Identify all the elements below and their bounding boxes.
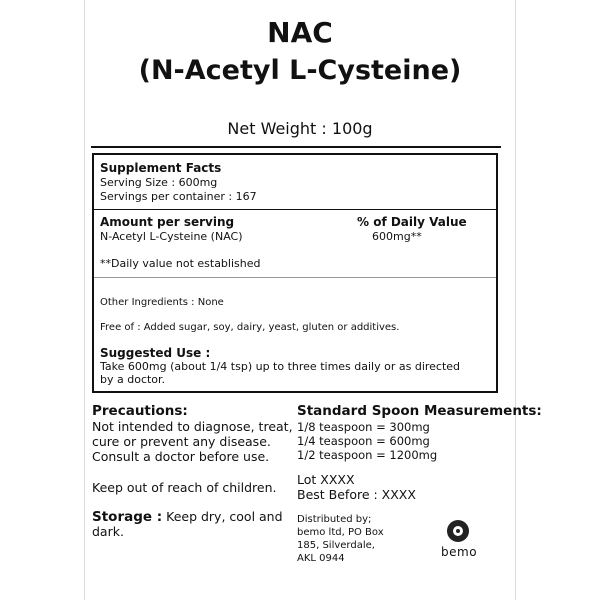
daily-value-header: % of Daily Value bbox=[357, 215, 467, 229]
spoon-measurements-title: Standard Spoon Measurements: bbox=[297, 403, 542, 419]
distributor-line: AKL 0944 bbox=[297, 553, 345, 564]
distributor-line: 185, Silverdale, bbox=[297, 540, 375, 551]
product-full-name: (N-Acetyl L-Cysteine) bbox=[138, 55, 462, 86]
precautions-line: Keep out of reach of children. bbox=[92, 480, 277, 495]
suggested-use-title: Suggested Use : bbox=[100, 346, 211, 360]
free-of-statement: Free of : Added sugar, soy, dairy, yeast, gluten or additives. bbox=[100, 322, 400, 333]
storage-title: Storage : bbox=[92, 509, 163, 525]
serving-size: Serving Size : 600mg bbox=[100, 176, 218, 189]
precautions-line: Consult a doctor before use. bbox=[92, 449, 270, 464]
spoon-measurement-row: 1/8 teaspoon = 300mg bbox=[297, 420, 430, 434]
ingredient-amount: 600mg** bbox=[372, 230, 422, 243]
facts-title: Supplement Facts bbox=[100, 161, 222, 175]
servings-per-container: Servings per container : 167 bbox=[100, 190, 257, 203]
brand-wordmark: bemo bbox=[441, 545, 478, 559]
top-divider bbox=[91, 146, 501, 148]
facts-divider bbox=[94, 209, 496, 210]
precautions-line: cure or prevent any disease. bbox=[92, 434, 271, 449]
distributor-line: Distributed by; bbox=[297, 514, 372, 525]
other-ingredients: Other Ingredients : None bbox=[100, 297, 224, 308]
spoon-measurement-row: 1/4 teaspoon = 600mg bbox=[297, 434, 430, 448]
bemo-logo-icon bbox=[447, 520, 469, 542]
suggested-use-line: by a doctor. bbox=[100, 373, 166, 386]
precautions-line: Not intended to diagnose, treat, bbox=[92, 419, 293, 434]
supplement-facts-panel bbox=[92, 153, 498, 393]
facts-divider bbox=[94, 277, 496, 278]
net-weight: Net Weight : 100g bbox=[227, 119, 373, 138]
storage-line: dark. bbox=[92, 524, 124, 539]
product-label bbox=[84, 0, 542, 600]
spoon-measurement-row: 1/2 teaspoon = 1200mg bbox=[297, 448, 438, 462]
storage-line bbox=[92, 509, 283, 525]
suggested-use-line: Take 600mg (about 1/4 tsp) up to three times daily or as directed bbox=[100, 360, 461, 373]
best-before: Best Before : XXXX bbox=[297, 487, 416, 502]
amount-header: Amount per serving bbox=[100, 215, 235, 229]
distributor-line: bemo ltd, PO Box bbox=[297, 527, 384, 538]
product-name: NAC bbox=[267, 16, 333, 49]
daily-value-note: **Daily value not established bbox=[100, 257, 261, 270]
precautions-title: Precautions: bbox=[92, 403, 188, 419]
storage-text: Keep dry, cool and bbox=[166, 509, 283, 524]
ingredient-name: N-Acetyl L-Cysteine (NAC) bbox=[100, 230, 243, 243]
lot-number: Lot XXXX bbox=[297, 472, 355, 487]
